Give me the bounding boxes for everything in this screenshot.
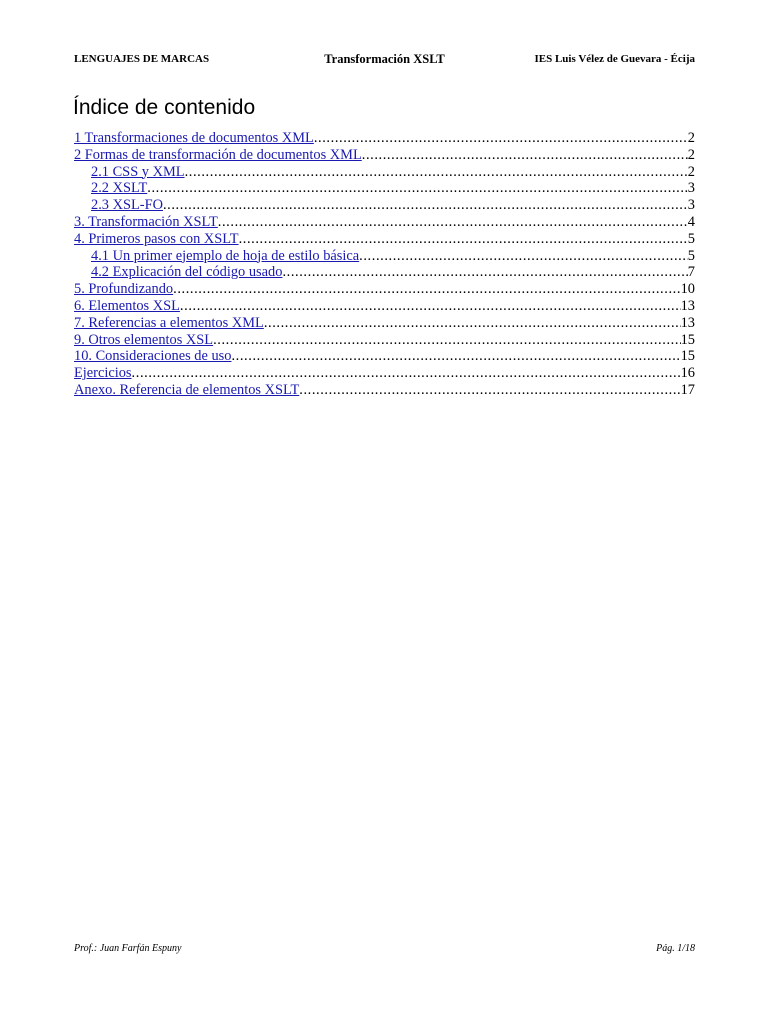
toc-dot-leader — [359, 248, 688, 265]
toc-dot-leader — [185, 164, 688, 181]
toc-entry-page: 15 — [680, 348, 695, 365]
toc-entry — [74, 248, 695, 265]
toc-entry-link[interactable]: 2 Formas de transformación de documentos XML — [74, 146, 362, 163]
toc-entry — [74, 180, 695, 197]
toc-entry-link[interactable]: Anexo. Referencia de elementos XSLT — [74, 381, 300, 398]
toc-dot-leader — [239, 231, 688, 248]
toc-title: Índice de contenido — [73, 96, 256, 119]
toc-dot-leader — [314, 130, 688, 147]
toc-entry-page: 13 — [680, 297, 695, 314]
toc-entry-page: 13 — [680, 314, 695, 331]
toc-entry-page: 2 — [687, 146, 695, 163]
toc-entry-link[interactable]: 3. Transformación XSLT — [74, 213, 218, 230]
toc-dot-leader — [362, 147, 688, 164]
toc-entry-link[interactable]: Ejercicios — [74, 365, 132, 382]
toc-entry-link[interactable]: 4.2 Explicación del código usado — [91, 264, 283, 281]
toc-entry-page: 7 — [687, 264, 695, 281]
toc-dot-leader — [163, 197, 688, 214]
page-footer — [74, 943, 695, 957]
toc-dot-leader — [264, 315, 681, 332]
toc-dot-leader — [147, 180, 688, 197]
toc-dot-leader — [213, 332, 681, 349]
toc-entry-link[interactable]: 7. Referencias a elementos XML — [74, 314, 264, 331]
toc-entry — [74, 164, 695, 181]
toc-dot-leader — [218, 214, 688, 231]
header-school: IES Luis Vélez de Guevara - Écija — [534, 53, 695, 65]
toc-dot-leader — [299, 382, 680, 399]
toc-entry — [74, 264, 695, 281]
toc-entry-page: 10 — [680, 281, 695, 298]
footer-page-number: Pág. 1/18 — [656, 943, 695, 954]
toc-entry — [74, 214, 695, 231]
toc-entry — [74, 147, 695, 164]
toc-dot-leader — [282, 264, 687, 281]
toc-entry-page: 16 — [680, 365, 695, 382]
toc-entry-link[interactable]: 5. Profundizando — [74, 281, 174, 298]
toc-entry-page: 2 — [687, 130, 695, 146]
toc-entry-page: 4 — [687, 213, 695, 230]
toc-entry — [74, 281, 695, 298]
header-title: Transformación XSLT — [324, 52, 445, 66]
toc-entry-page: 2 — [687, 163, 695, 180]
toc-entry-link[interactable]: 2.3 XSL-FO — [91, 197, 163, 214]
page-header — [74, 52, 695, 68]
toc-entry — [74, 298, 695, 315]
toc-dot-leader — [231, 348, 680, 365]
toc-entry-page: 15 — [680, 331, 695, 348]
toc-entry — [74, 231, 695, 248]
toc-entry-page: 5 — [687, 230, 695, 247]
toc-entry-link[interactable]: 6. Elementos XSL — [74, 297, 180, 314]
toc-entry-page: 3 — [687, 180, 695, 197]
toc-entry-page: 17 — [680, 381, 695, 398]
toc-entry — [74, 130, 695, 147]
header-course: LENGUAJES DE MARCAS — [74, 53, 210, 65]
toc-entry-link[interactable]: 2.2 XSLT — [91, 180, 148, 197]
toc-entry — [74, 348, 695, 365]
toc-dot-leader — [132, 365, 681, 382]
footer-author: Prof.: Juan Farfán Espuny — [74, 943, 182, 954]
toc-entry-link[interactable]: 10. Consideraciones de uso — [74, 348, 232, 365]
toc-entry-link[interactable]: 4. Primeros pasos con XSLT — [74, 230, 239, 247]
toc-entry — [74, 315, 695, 332]
toc-entry — [74, 382, 695, 399]
toc-entry — [74, 197, 695, 214]
toc-entry-link[interactable]: 4.1 Un primer ejemplo de hoja de estilo básica — [91, 247, 360, 264]
toc-dot-leader — [180, 298, 681, 315]
toc-entry-page: 5 — [687, 247, 695, 264]
toc-entry-link[interactable]: 2.1 CSS y XML — [91, 163, 185, 180]
toc-dot-leader — [173, 281, 680, 298]
table-of-contents — [74, 130, 695, 399]
toc-entry — [74, 332, 695, 349]
toc-entry — [74, 365, 695, 382]
toc-entry-link[interactable]: 1 Transformaciones de documentos XML — [74, 130, 314, 146]
toc-entry-page: 3 — [687, 197, 695, 214]
toc-entry-link[interactable]: 9. Otros elementos XSL — [74, 331, 214, 348]
